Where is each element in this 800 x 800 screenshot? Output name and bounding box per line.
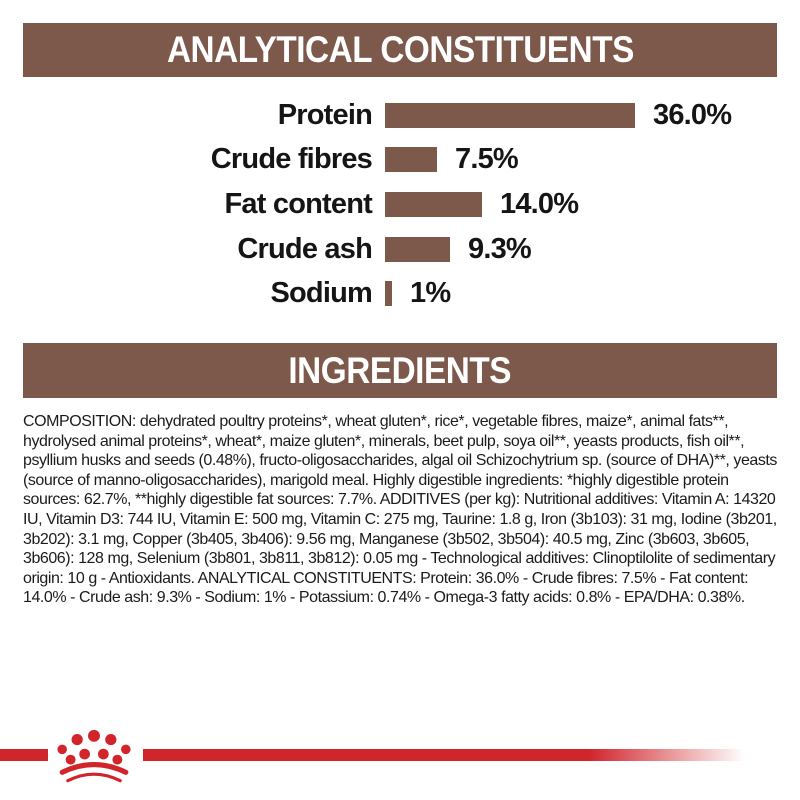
analytical-constituents-header	[23, 23, 777, 77]
chart-bar	[385, 103, 635, 128]
composition-text: COMPOSITION: dehydrated poultry proteins*, wheat gluten*, rice*, vegetable fibres, maize*, animal fats**, hydrolysed animal proteins*, wheat*, maize gluten*, minerals, beet pulp, soya oil**, yeasts products, fish oil**, psyllium husks and seeds (0.48%), fructo-oligosaccharides, algal oil Schizochytrium sp. (source of DHA)**, yeasts (source of manno-oligosaccharides), marigold meal. Highly digestible ingredients: *highly digestible protein sources: 62.7%, **highly digestible fat sources: 7.7%. ADDITIVES (per kg): Nutritional additives: Vitamin A: 14320 IU, Vitamin D3: 744 IU, Vitamin E: 500 mg, Vitamin C: 275 mg, Taurine: 1.8 g, Iron (3b103): 31 mg, Iodine (3b201, 3b202): 3.1 mg, Copper (3b405, 3b406): 9.56 mg, Manganese (3b502, 3b504): 40.5 mg, Zinc (3b603, 3b605, 3b606): 128 mg, Selenium (3b801, 3b811, 3b812): 0.05 mg - Technological additives: Clinoptilolite of sedimentary origin: 10 g - Antioxidants. ANALYTICAL CONSTITUENTS: Protein: 36.0% - Crude fibres: 7.5% - Fat content: 14.0% - Crude ash: 9.3% - Sodium: 1% - Potassium: 0.74% - Omega-3 fatty acids: 0.8% - EPA/DHA: 0.38%.	[23, 413, 777, 607]
chart-value: 36.0%	[653, 98, 732, 131]
ingredients-header	[23, 343, 777, 398]
footer-rule-right-fading	[143, 749, 745, 761]
chart-row-crude-ash	[0, 227, 800, 272]
chart-label: Crude fibres	[210, 143, 372, 176]
chart-bar	[385, 237, 450, 262]
chart-row-crude-fibres	[0, 138, 800, 183]
chart-row-fat-content	[0, 182, 800, 227]
royal-canin-crown-icon	[50, 726, 138, 784]
chart-value: 1%	[410, 277, 451, 310]
chart-label: Sodium	[270, 277, 372, 310]
chart-bar	[385, 147, 437, 172]
chart-value: 9.3%	[468, 232, 531, 265]
chart-label: Crude ash	[237, 232, 372, 265]
chart-row-protein	[0, 93, 800, 138]
chart-bar	[385, 192, 482, 217]
chart-row-sodium	[0, 271, 800, 316]
footer-rule-left	[0, 749, 48, 761]
ingredients-title: INGREDIENTS	[288, 349, 512, 391]
chart-value: 7.5%	[455, 143, 518, 176]
analytical-constituents-chart	[0, 93, 800, 316]
chart-bar	[385, 281, 392, 306]
chart-label: Protein	[277, 98, 372, 131]
chart-value: 14.0%	[500, 187, 579, 220]
crown-icon-svg	[50, 726, 138, 784]
chart-label: Fat content	[224, 187, 372, 220]
analytical-constituents-title: ANALYTICAL CONSTITUENTS	[166, 29, 634, 70]
